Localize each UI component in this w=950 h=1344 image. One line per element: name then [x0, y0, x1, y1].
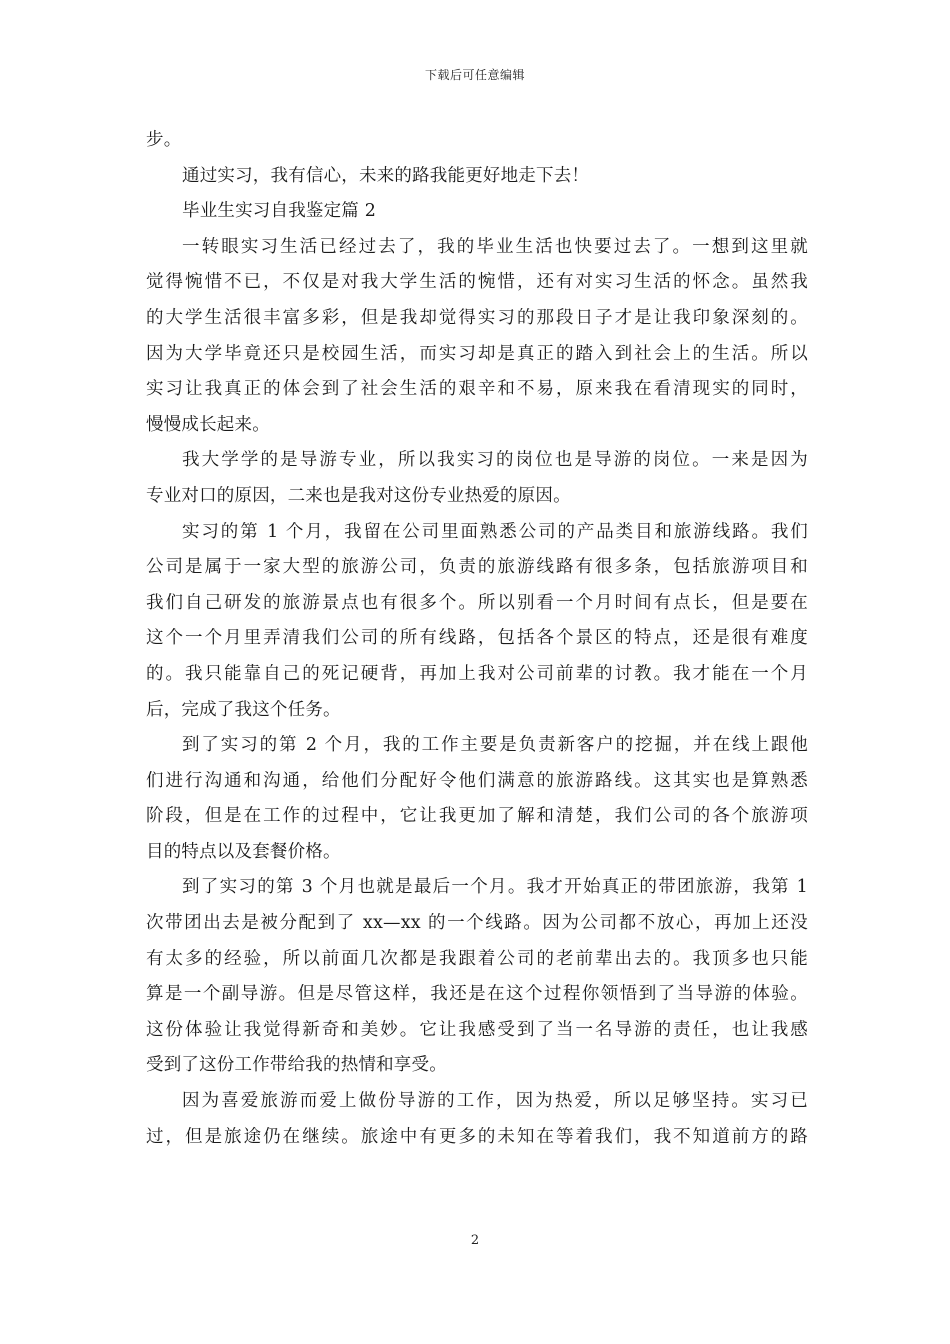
- text-line: 毕业生实习自我鉴定篇 2: [182, 201, 377, 222]
- text-line: 的。我只能靠自己的死记硬背，再加上我对公司前辈的讨教。我才能在一个月: [146, 663, 808, 684]
- text-line: 的大学生活很丰富多彩，但是我却觉得实习的那段日子才是让我印象深刻的。: [146, 307, 808, 328]
- text-line: 因为喜爱旅游而爱上做份导游的工作，因为热爱，所以足够坚持。实习已: [182, 1091, 808, 1112]
- text-line: 们进行沟通和沟通，给他们分配好令他们满意的旅游路线。这其实也是算熟悉: [146, 770, 808, 791]
- page-number: 2: [470, 1233, 480, 1248]
- text-line: 公司是属于一家大型的旅游公司，负责的旅游线路有很多条，包括旅游项目和: [146, 557, 808, 578]
- text-line: 一转眼实习生活已经过去了，我的毕业生活也快要过去了。一想到这里就: [182, 236, 808, 257]
- text-line: 实习的第 1 个月，我留在公司里面熟悉公司的产品类目和旅游线路。我们: [182, 521, 808, 542]
- page-header: 下载后可任意编辑: [424, 68, 525, 82]
- text-line: 目的特点以及套餐价格。: [146, 841, 341, 862]
- text-line: 阶段，但是在工作的过程中，它让我更加了解和清楚，我们公司的各个旅游项: [146, 806, 808, 827]
- text-line: 专业对口的原因，二来也是我对这份专业热爱的原因。: [146, 485, 571, 506]
- text-line: 到了实习的第 2 个月，我的工作主要是负责新客户的挖掘，并在线上跟他: [182, 735, 808, 756]
- text-line: 慢慢成长起来。: [146, 414, 270, 435]
- text-line: 这个一个月里弄清我们公司的所有线路，包括各个景区的特点，还是很有难度: [146, 628, 808, 649]
- document-body: [146, 123, 808, 1155]
- text-line: 我们自己研发的旅游景点也有很多个。所以别看一个月时间有点长，但是要在: [146, 592, 808, 613]
- text-line: 后，完成了我这个任务。: [146, 699, 341, 720]
- text-line: 步。: [146, 130, 182, 150]
- text-line: 有太多的经验，所以前面几次都是我跟着公司的老前辈出去的。我顶多也只能: [146, 948, 808, 969]
- text-line: 过，但是旅途仍在继续。旅途中有更多的未知在等着我们，我不知道前方的路: [146, 1126, 808, 1147]
- text-line: 我大学学的是导游专业，所以我实习的岗位也是导游的岗位。一来是因为: [182, 450, 808, 471]
- text-line: 因为大学毕竟还只是校园生活，而实习却是真正的踏入到社会上的生活。所以: [146, 343, 808, 364]
- text-line: 觉得惋惜不已，不仅是对我大学生活的惋惜，还有对实习生活的怀念。虽然我: [146, 272, 808, 293]
- text-line: 次带团出去是被分配到了 xx—xx 的一个线路。因为公司都不放心，再加上还没: [146, 913, 808, 934]
- text-line: 这份体验让我觉得新奇和美妙。它让我感受到了当一名导游的责任，也让我感: [146, 1019, 808, 1040]
- text-line: 算是一个副导游。但是尽管这样，我还是在这个过程你领悟到了当导游的体验。: [146, 984, 808, 1005]
- text-line: 通过实习，我有信心，未来的路我能更好地走下去！: [182, 165, 590, 186]
- text-line: 到了实习的第 3 个月也就是最后一个月。我才开始真正的带团旅游，我第 1: [182, 877, 808, 898]
- text-line: 实习让我真正的体会到了社会生活的艰辛和不易，原来我在看清现实的同时，: [146, 379, 808, 400]
- text-line: 受到了这份工作带给我的热情和享受。: [146, 1055, 447, 1076]
